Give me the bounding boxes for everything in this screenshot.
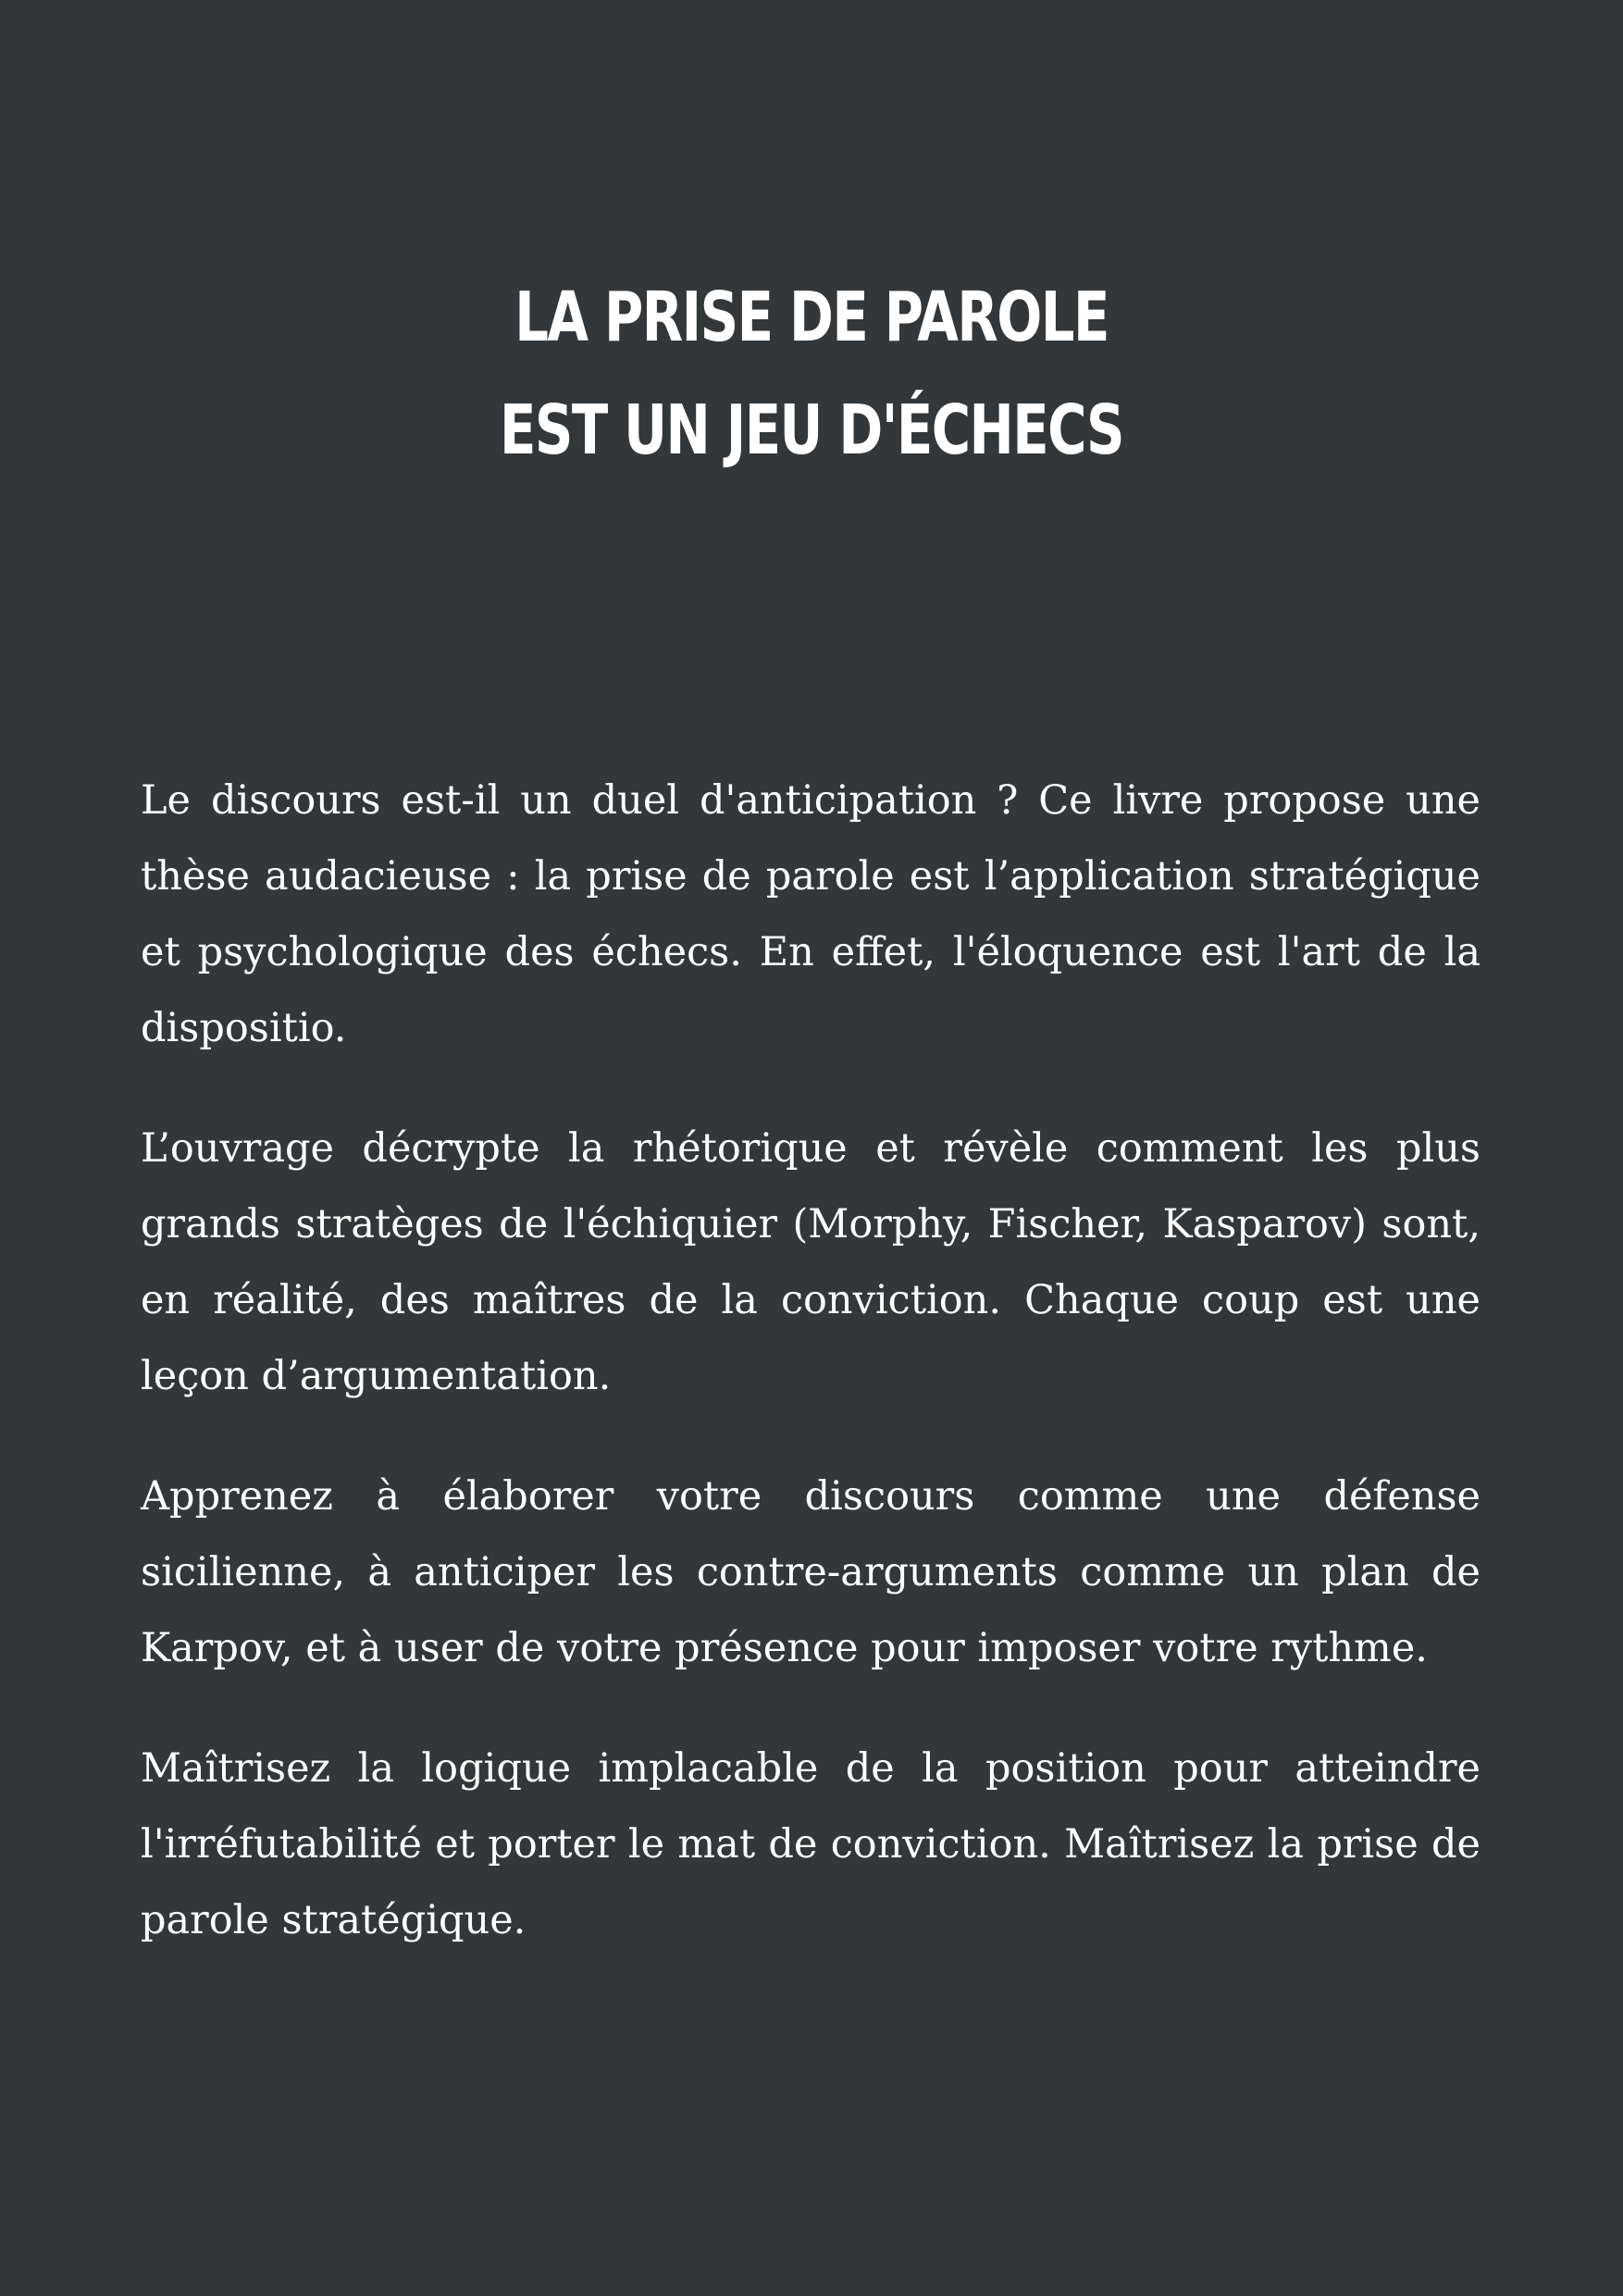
blurb-paragraph-4: Maîtrisez la logique implacable de la position pour atteindre l'irréfutabilité et porter le mat de conviction. Maîtrisez la prise de parole stratégique. <box>141 1745 1481 1943</box>
book-title <box>179 261 1444 487</box>
blurb <box>141 763 1481 2003</box>
blurb-paragraph-2: L’ouvrage décrypte la rhétorique et révèle comment les plus grands stratèges de l'échiquier (Morphy, Fischer, Kasparov) sont, en réalité, des maîtres de la conviction. Chaque coup est une leçon d’argumentation. <box>141 1125 1481 1399</box>
title-line-2: EST UN JEU D'ÉCHECS <box>499 391 1124 470</box>
blurb-paragraph-1: Le discours est-il un duel d'anticipation ? Ce livre propose une thèse audacieuse : la prise de parole est l’application stratégique et psychologique des échecs. En effet, l'éloquence est l'art de la dispositio. <box>141 777 1481 1051</box>
title-line-1: LA PRISE DE PAROLE <box>514 278 1109 357</box>
blurb-paragraph-3: Apprenez à élaborer votre discours comme une défense sicilienne, à anticiper les contre-arguments comme un plan de Karpov, et à user de votre présence pour imposer votre rythme. <box>141 1473 1481 1671</box>
